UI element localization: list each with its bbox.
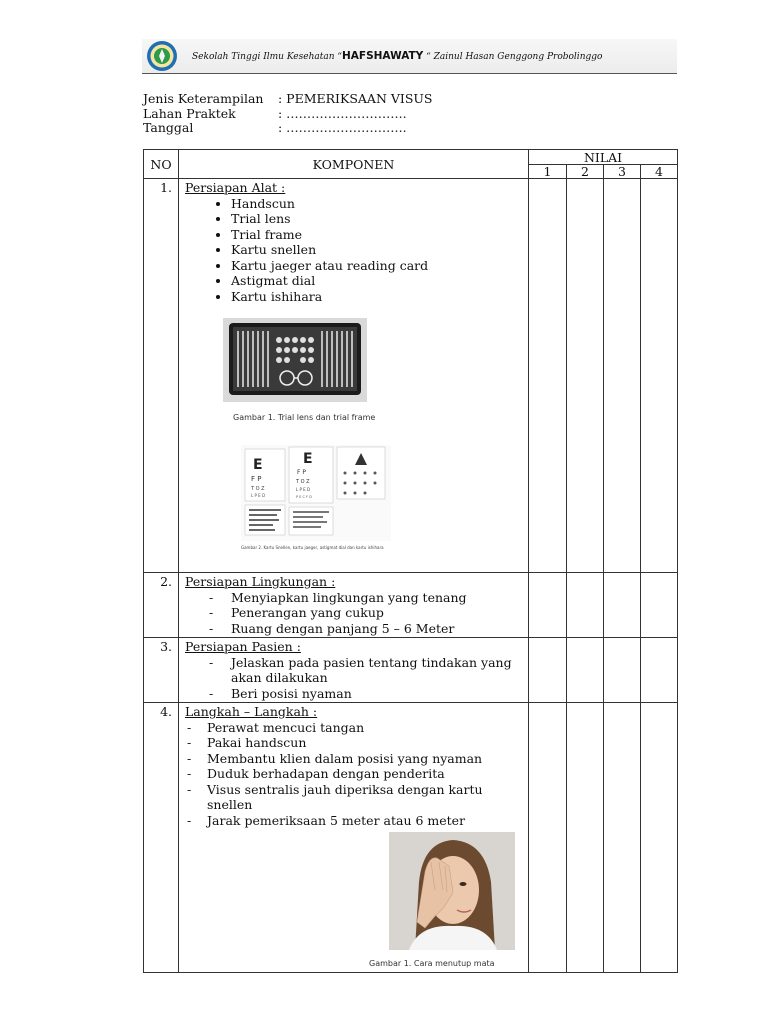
school-name: Sekolah Tinggi Ilmu Kesehatan “HAFSHAWATY “ Zainul Hasan Genggong Probolinggo: [192, 50, 603, 62]
table-row: [144, 703, 678, 973]
patient-covering-eye-image: [389, 832, 515, 950]
section-title: Persiapan Pasien :: [185, 639, 301, 654]
list-item: • Trial lens: [231, 211, 522, 227]
figure-caption: Gambar 1. Trial lens dan trial frame: [233, 412, 376, 422]
svg-text:E: E: [253, 457, 263, 473]
svg-text:L P E D: L P E D: [296, 487, 311, 492]
figure-caption: Gambar 2. Kartu Snellen, kartu jaeger, astigmat dial dan kartu ishihara: [241, 544, 384, 550]
svg-text:T O Z: T O Z: [251, 486, 265, 492]
row-number: 4.: [144, 703, 179, 973]
list-item: • Kartu jaeger atau reading card: [231, 258, 522, 274]
letterhead: [142, 39, 677, 74]
score-header: 4: [641, 165, 678, 179]
table-row: [144, 638, 678, 703]
info-value: : PEMERIKSAAN VISUS: [278, 91, 433, 106]
score-header: 3: [604, 165, 641, 179]
svg-text:E: E: [303, 451, 313, 467]
table-row: [144, 573, 678, 638]
svg-text:F P: F P: [251, 475, 262, 483]
info-label: Lahan Praktek: [143, 105, 236, 121]
figure-cover-eye: [369, 832, 522, 971]
eye-charts-image: [241, 445, 391, 541]
form-info: [143, 92, 433, 136]
list-item: • Astigmat dial: [231, 273, 522, 289]
list-item: - Beri posisi nyaman: [185, 686, 522, 702]
list-item: • Kartu ishihara: [231, 289, 522, 305]
section-title: Langkah – Langkah :: [185, 704, 318, 719]
list-item: - Menyiapkan lingkungan yang tenang: [185, 590, 522, 606]
list-item: • Trial frame: [231, 227, 522, 243]
section-title: Persiapan Lingkungan :: [185, 574, 336, 589]
info-value: : ………………………..: [278, 105, 407, 121]
list-item: • Kartu snellen: [231, 242, 522, 258]
list-item: - Membantu klien dalam posisi yang nyaman: [185, 751, 522, 767]
list-item: - Jelaskan pada pasien tentang tindakan yang akan dilakukan: [185, 655, 522, 686]
list-item: - Pakai handscun: [185, 735, 522, 751]
figure-caption: Gambar 1. Cara menutup mata: [369, 958, 495, 968]
col-no-header: NO: [144, 150, 179, 179]
checklist-table: [143, 149, 678, 973]
info-label: Jenis Keterampilan: [143, 91, 264, 106]
info-value: : ………………………..: [278, 120, 407, 135]
list-item: - Ruang dengan panjang 5 – 6 Meter: [185, 621, 522, 637]
col-komponen-header: KOMPONEN: [179, 150, 529, 179]
svg-text:T O Z: T O Z: [296, 479, 310, 485]
score-header: 2: [567, 165, 604, 179]
info-label: Tanggal: [143, 120, 194, 135]
score-header: 1: [529, 165, 567, 179]
figure-trial-lens: [223, 318, 522, 425]
row-number: 3.: [144, 638, 179, 703]
list-item: • Handscun: [231, 196, 522, 212]
figure-eye-charts: [241, 445, 522, 550]
list-item: - Penerangan yang cukup: [185, 605, 522, 621]
list-item: - Perawat mencuci tangan: [185, 720, 522, 736]
trial-lens-kit-image: [223, 318, 367, 402]
list-item: - Duduk berhadapan dengan penderita: [185, 766, 522, 782]
list-item: - Jarak pemeriksaan 5 meter atau 6 meter: [185, 813, 522, 829]
table-row: [144, 179, 678, 573]
col-nilai-header: NILAI: [529, 150, 678, 165]
svg-text:L P E D: L P E D: [251, 493, 266, 498]
list-item: - Visus sentralis jauh diperiksa dengan kartu snellen: [185, 782, 522, 813]
svg-text:P E C F D: P E C F D: [296, 495, 312, 499]
school-logo-icon: [146, 40, 178, 72]
row-number: 1.: [144, 179, 179, 573]
svg-text:F P: F P: [297, 469, 306, 476]
row-number: 2.: [144, 573, 179, 638]
section-title: Persiapan Alat :: [185, 180, 286, 195]
